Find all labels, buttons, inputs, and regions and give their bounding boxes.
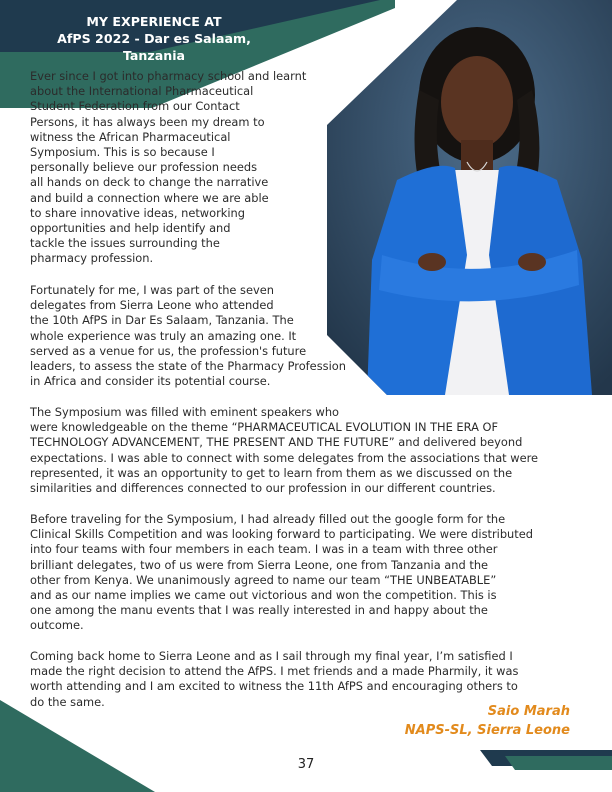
paragraph-line: to share innovative ideas, networking — [30, 205, 245, 220]
paragraph-line: Coming back home to Sierra Leone and as I sail through my final year, I’m satisfied I — [30, 649, 513, 663]
paragraph-line: witness the African Pharmaceutical — [30, 129, 231, 144]
paragraph-line: pharmacy profession. — [30, 251, 154, 266]
paragraph-line: in Africa and consider its potential course. — [30, 374, 271, 389]
paragraph-line: tackle the issues surrounding the — [30, 236, 220, 251]
paragraph-line: brilliant delegates, two of us were from Sierra Leone, one from Tanzania and the — [30, 557, 489, 572]
hand-left — [418, 253, 446, 271]
paragraph-line: all hands on deck to change the narrative — [30, 175, 269, 190]
paragraph-line: about the International Pharmaceutical — [30, 84, 254, 99]
paragraph-line: into four teams with four members in each team. I was in a team with three other — [30, 542, 498, 557]
author-name: Saio Marah — [487, 704, 570, 719]
page-title-line-2: AfPS 2022 - Dar es Salaam, Tanzania — [57, 31, 251, 63]
page-number: 37 — [297, 757, 315, 772]
paragraph-line: Student Federation from our Contact — [30, 99, 240, 114]
paragraph-line: represented, it was an opportunity to get to learn from them as we discussed on the — [30, 465, 513, 480]
paragraph-line: delegates from Sierra Leone who attended — [30, 298, 274, 313]
paragraph-line: opportunities and help identify and — [30, 221, 231, 236]
paragraph-line: Symposium. This is so because I — [30, 145, 215, 160]
paragraph-line: The Symposium was filled with eminent speakers who — [30, 405, 340, 419]
paragraph-line: made the right decision to attend the AfPS. I met friends and a made Pharmily, it was — [30, 664, 519, 679]
paragraph-line: whole experience was truly an amazing one. It — [30, 328, 297, 343]
paragraph-line: one among the manu events that I was really interested in and happy about the — [30, 603, 488, 618]
page-title-line-1: MY EXPERIENCE AT — [86, 14, 222, 29]
paragraph-line: Ever since I got into pharmacy school and learnt — [30, 69, 307, 83]
paragraph-line: were knowledgeable on the theme “PHARMACEUTICAL EVOLUTION IN THE ERA OF — [30, 420, 499, 435]
paragraph-line: Before traveling for the Symposium, I had already filled out the google form for the — [30, 512, 506, 526]
face-shape — [441, 56, 513, 148]
paragraph-delegates — [30, 283, 346, 389]
paragraph-symposium — [30, 405, 538, 496]
paragraph-line: expectations. I was able to connect with some delegates from the associations that were — [30, 450, 539, 465]
hand-right — [518, 253, 546, 271]
paragraph-line: similarities and differences connected to our profession in our different countries. — [30, 481, 496, 496]
paragraph-line: TECHNOLOGY ADVANCEMENT, THE PRESENT AND THE FUTURE” and delivered beyond — [30, 435, 523, 450]
paragraph-line: and as our name implies we came out victorious and won the competition. This is — [30, 588, 497, 603]
paragraph-line: outcome. — [30, 618, 84, 633]
author-photo — [327, 0, 612, 395]
paragraph-line: do the same. — [30, 694, 105, 709]
paragraph-line: Fortunately for me, I was part of the seven — [30, 283, 274, 297]
paragraph-competition — [30, 512, 533, 634]
paragraph-line: worth attending and I am excited to witness the 11th AfPS and encouraging others to — [30, 679, 518, 694]
bottom-left-teal-triangle — [0, 700, 155, 792]
author-affiliation: NAPS-SL, Sierra Leone — [404, 723, 570, 738]
paragraph-line: the 10th AfPS in Dar Es Salaam, Tanzania. The — [30, 313, 294, 328]
page-title — [24, 13, 284, 64]
paragraph-line: Persons, it has always been my dream to — [30, 114, 265, 129]
paragraph-line: and build a connection where we are able — [30, 190, 269, 205]
paragraph-intro — [30, 69, 306, 267]
neck-shape — [461, 140, 493, 170]
signature-block — [405, 702, 570, 740]
paragraph-line: other from Kenya. We unanimously agreed to name our team “THE UNBEATABLE” — [30, 572, 497, 587]
paragraph-conclusion — [30, 649, 518, 710]
paragraph-line: leaders, to assess the state of the Pharmacy Profession — [30, 359, 346, 374]
paragraph-line: personally believe our profession needs — [30, 160, 258, 175]
paragraph-line: served as a venue for us, the profession's future — [30, 343, 307, 358]
paragraph-line: Clinical Skills Competition and was looking forward to participating. We were distributed — [30, 527, 533, 542]
